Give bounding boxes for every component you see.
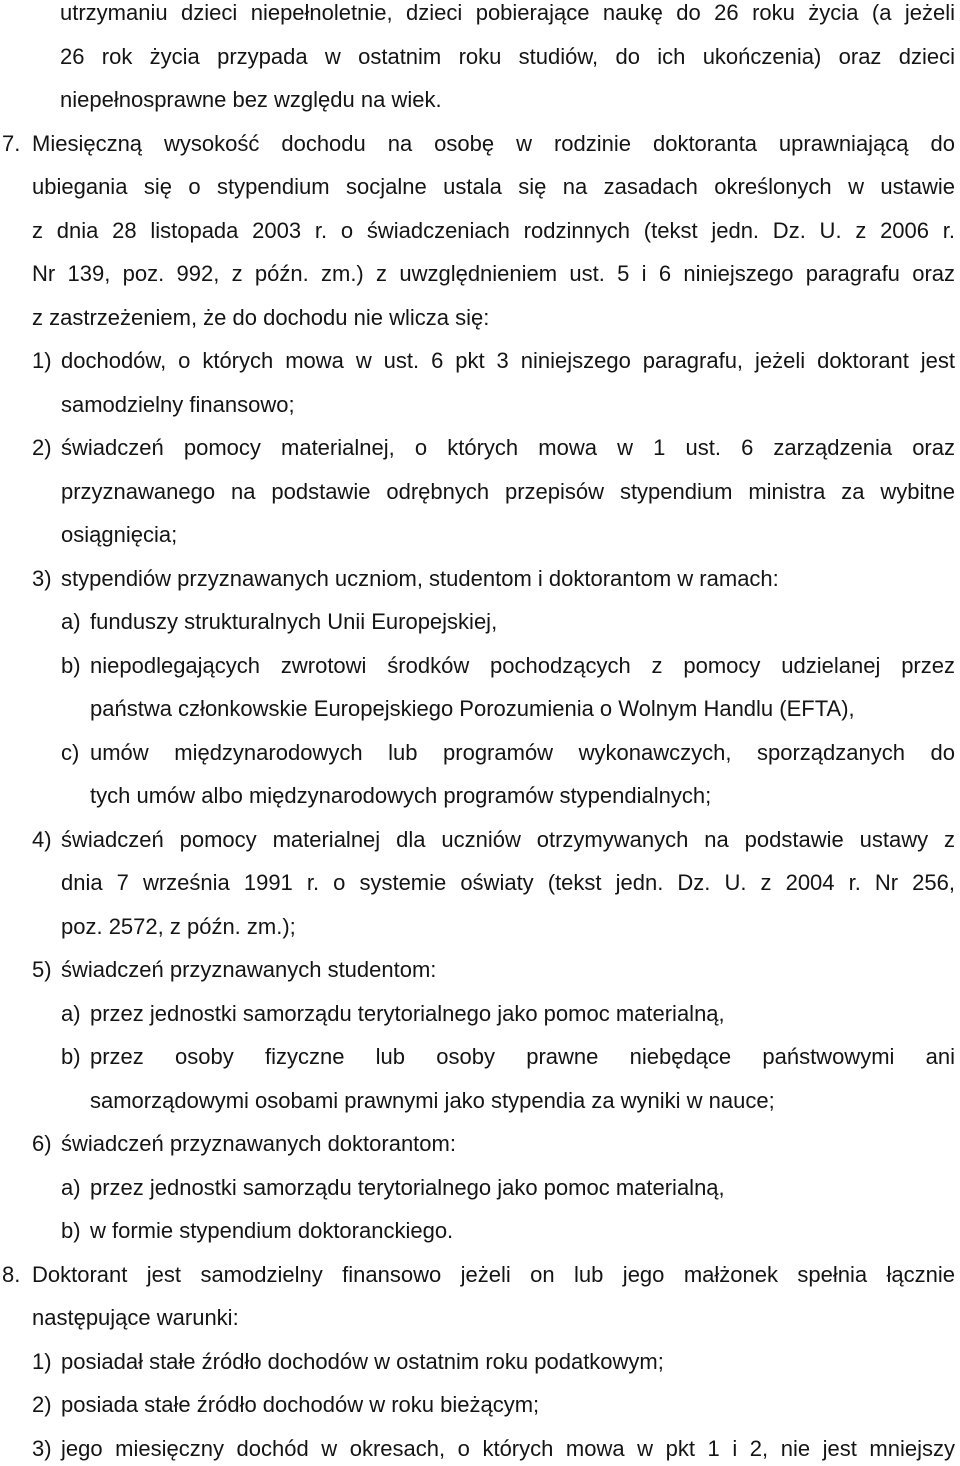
text-line: samorządowymi osobami prawnymi jako stypendia za wyniki w nauce; xyxy=(90,1088,775,1113)
text-line: posiadał stałe źródło dochodów w ostatnim roku podatkowym; xyxy=(61,1349,664,1374)
text-line: z zastrzeżeniem, że do dochodu nie wlicza się: xyxy=(32,305,490,330)
text-line: dnia 7 września 1991 r. o systemie oświaty (tekst jedn. Dz. U. z 2004 r. Nr 256, xyxy=(61,870,955,895)
text-line: posiada stałe źródło dochodów w roku bieżącym; xyxy=(61,1392,540,1417)
text-line: samodzielny finansowo; xyxy=(61,392,295,417)
text-line: 26 rok życia przypada w ostatnim roku studiów, do ich ukończenia) oraz dzieci xyxy=(60,44,955,69)
list-number: 6) xyxy=(32,1131,52,1156)
text-line: tych umów albo międzynarodowych programów stypendialnych; xyxy=(90,783,712,808)
text-line: dochodów, o których mowa w ust. 6 pkt 3 niniejszego paragrafu, jeżeli doktorant jest xyxy=(61,348,955,373)
text-line: świadczeń przyznawanych studentom: xyxy=(61,957,437,982)
text-line: następujące warunki: xyxy=(32,1305,239,1330)
text-line: świadczeń pomocy materialnej dla uczniów otrzymywanych na podstawie ustawy z xyxy=(61,827,955,852)
text-line: z dnia 28 listopada 2003 r. o świadczeniach rodzinnych (tekst jedn. Dz. U. z 2006 r. xyxy=(32,218,955,243)
list-number: 1) xyxy=(32,348,52,373)
text-line: niepodlegających zwrotowi środków pochodzących z pomocy udzielanej przez xyxy=(90,653,955,678)
text-line: Doktorant jest samodzielny finansowo jeżeli on lub jego małżonek spełnia łącznie xyxy=(32,1262,955,1287)
text-line: jego miesięczny dochód w okresach, o których mowa w pkt 1 i 2, nie jest mniejszy xyxy=(61,1436,955,1461)
text-line: funduszy strukturalnych Unii Europejskiej, xyxy=(90,609,498,634)
list-number: 3) xyxy=(32,566,52,591)
text-line: Miesięczną wysokość dochodu na osobę w rodzinie doktoranta uprawniającą do xyxy=(32,131,955,156)
list-number: 3) xyxy=(32,1436,52,1461)
list-letter: b) xyxy=(61,1044,81,1069)
paragraph-number: 8. xyxy=(2,1262,21,1287)
list-number: 1) xyxy=(32,1349,52,1374)
text-line: przez osoby fizyczne lub osoby prawne niebędące państwowymi ani xyxy=(90,1044,955,1069)
text-line: przez jednostki samorządu terytorialnego jako pomoc materialną, xyxy=(90,1175,725,1200)
text-line: osiągnięcia; xyxy=(61,522,178,547)
text-line: świadczeń pomocy materialnej, o których mowa w 1 ust. 6 zarządzenia oraz xyxy=(61,435,955,460)
text-line: państwa członkowskie Europejskiego Porozumienia o Wolnym Handlu (EFTA), xyxy=(90,696,855,721)
text-line: przyznawanego na podstawie odrębnych przepisów stypendium ministra za wybitne xyxy=(61,479,955,504)
list-number: 2) xyxy=(32,1392,52,1417)
text-line: Nr 139, poz. 992, z późn. zm.) z uwzględnieniem ust. 5 i 6 niniejszego paragrafu oraz xyxy=(32,261,955,286)
text-line: umów międzynarodowych lub programów wykonawczych, sporządzanych do xyxy=(90,740,955,765)
list-letter: a) xyxy=(61,609,81,634)
list-letter: b) xyxy=(61,1218,81,1243)
list-letter: a) xyxy=(61,1175,81,1200)
list-number: 2) xyxy=(32,435,52,460)
list-letter: a) xyxy=(61,1001,81,1026)
text-line: przez jednostki samorządu terytorialnego jako pomoc materialną, xyxy=(90,1001,725,1026)
list-number: 4) xyxy=(32,827,52,852)
list-letter: c) xyxy=(61,740,80,765)
text-line: ubiegania się o stypendium socjalne ustala się na zasadach określonych w ustawie xyxy=(32,174,955,199)
text-line: w formie stypendium doktoranckiego. xyxy=(90,1218,454,1243)
text-line: utrzymaniu dzieci niepełnoletnie, dzieci pobierające naukę do 26 roku życia (a jeżeli xyxy=(60,0,955,25)
list-letter: b) xyxy=(61,653,81,678)
paragraph-number: 7. xyxy=(2,131,21,156)
text-line: poz. 2572, z późn. zm.); xyxy=(61,914,296,939)
text-line: świadczeń przyznawanych doktorantom: xyxy=(61,1131,456,1156)
text-line: niepełnosprawne bez względu na wiek. xyxy=(60,87,442,112)
list-number: 5) xyxy=(32,957,52,982)
text-line: stypendiów przyznawanych uczniom, studentom i doktorantom w ramach: xyxy=(61,566,779,591)
